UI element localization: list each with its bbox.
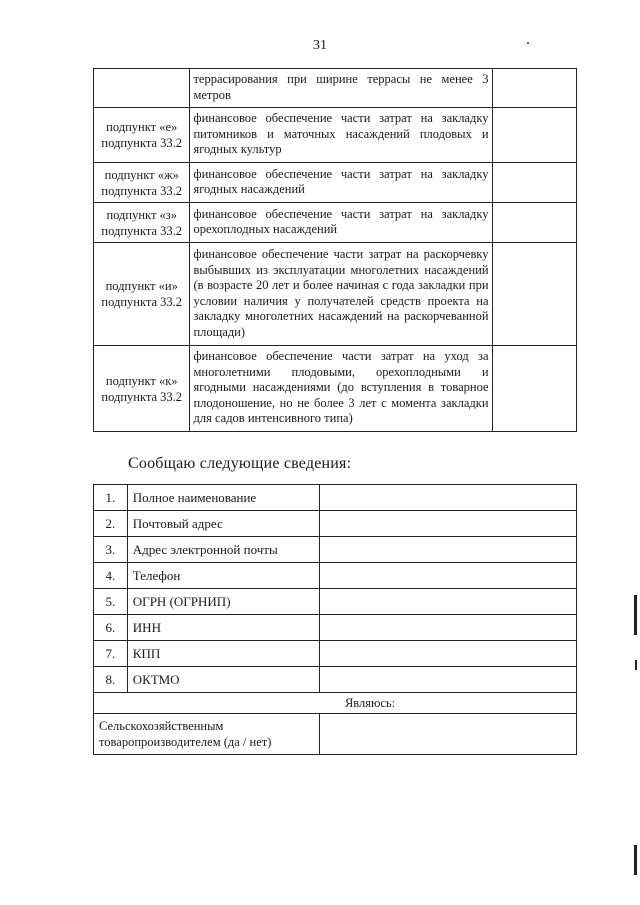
scan-speck bbox=[527, 42, 529, 44]
field-value[interactable] bbox=[319, 589, 576, 615]
description-cell: финансовое обеспечение части затрат на закладку орехоплодных насаждений bbox=[190, 203, 492, 243]
value-cell[interactable] bbox=[492, 163, 576, 203]
table-row bbox=[94, 641, 577, 667]
value-cell[interactable] bbox=[492, 108, 576, 163]
scan-edge-mark bbox=[635, 660, 637, 670]
item-cell bbox=[94, 69, 190, 108]
field-value[interactable] bbox=[319, 563, 576, 589]
description-cell: финансовое обеспечение части затрат на закладку питомников и маточных насаждений плодовых и ягодных культур bbox=[190, 108, 492, 163]
table-row bbox=[94, 511, 577, 537]
item-cell: подпункт «ж» подпункта 33.2 bbox=[94, 163, 190, 203]
table-row bbox=[94, 203, 577, 243]
table-row bbox=[94, 346, 577, 432]
description-cell: финансовое обеспечение части затрат на раскорчевку выбывших из эксплуатации многолетних насаждений (в возрасте 20 лет и более начиная с года закладки при условии наличия у получателей средств проекта на закладку многолетних насаждений на раскорчеванной площади) bbox=[190, 243, 492, 346]
info-table bbox=[93, 484, 577, 755]
row-number: 8. bbox=[94, 667, 128, 693]
field-label: ОГРН (ОГРНИП) bbox=[127, 589, 319, 615]
field-value[interactable] bbox=[319, 485, 576, 511]
item-cell: подпункт «е» подпункта 33.2 bbox=[94, 108, 190, 163]
page-number: 31 bbox=[313, 38, 327, 53]
table-row bbox=[94, 243, 577, 346]
table-row bbox=[94, 563, 577, 589]
description-cell: финансовое обеспечение части затрат на закладку ягодных насаждений bbox=[190, 163, 492, 203]
table-row bbox=[94, 589, 577, 615]
item-cell: подпункт «з» подпункта 33.2 bbox=[94, 203, 190, 243]
field-label: КПП bbox=[127, 641, 319, 667]
table-row bbox=[94, 485, 577, 511]
scan-edge-mark bbox=[634, 595, 637, 635]
table-row bbox=[94, 615, 577, 641]
row-number: 3. bbox=[94, 537, 128, 563]
field-label: Телефон bbox=[127, 563, 319, 589]
value-cell[interactable] bbox=[492, 69, 576, 108]
field-value[interactable] bbox=[319, 615, 576, 641]
row-number: 6. bbox=[94, 615, 128, 641]
field-label: Почтовый адрес bbox=[127, 511, 319, 537]
value-cell[interactable] bbox=[492, 203, 576, 243]
field-label: ИНН bbox=[127, 615, 319, 641]
field-value[interactable] bbox=[319, 667, 576, 693]
description-cell: финансовое обеспечение части затрат на уход за многолетними плодовыми, орехоплодными и ягодными насаждениями (до вступления в товарное плодоношение, но не более 3 лет с момента закладки для садов интенсивного типа) bbox=[190, 346, 492, 432]
scan-edge-mark bbox=[634, 845, 637, 875]
value-cell[interactable] bbox=[492, 346, 576, 432]
item-cell: подпункт «и» подпункта 33.2 bbox=[94, 243, 190, 346]
status-label: Сельскохозяйственным товаропроизводителем (да / нет) bbox=[94, 714, 320, 755]
row-number: 4. bbox=[94, 563, 128, 589]
field-label: Адрес электронной почты bbox=[127, 537, 319, 563]
status-value[interactable] bbox=[319, 714, 576, 755]
table-row bbox=[94, 69, 577, 108]
field-value[interactable] bbox=[319, 641, 576, 667]
table-row bbox=[94, 108, 577, 163]
table-row bbox=[94, 537, 577, 563]
field-label: ОКТМО bbox=[127, 667, 319, 693]
row-number: 5. bbox=[94, 589, 128, 615]
field-value[interactable] bbox=[319, 511, 576, 537]
field-label: Полное наименование bbox=[127, 485, 319, 511]
row-number: 2. bbox=[94, 511, 128, 537]
status-header: Являюсь: bbox=[94, 693, 577, 714]
intro-text: Сообщаю следующие сведения: bbox=[128, 455, 352, 472]
table-row bbox=[94, 667, 577, 693]
row-number: 1. bbox=[94, 485, 128, 511]
value-cell[interactable] bbox=[492, 243, 576, 346]
field-value[interactable] bbox=[319, 537, 576, 563]
subsidy-table bbox=[93, 68, 577, 432]
table-row bbox=[94, 714, 577, 755]
description-cell: террасирования при ширине террасы не менее 3 метров bbox=[190, 69, 492, 108]
table-row bbox=[94, 693, 577, 714]
item-cell: подпункт «к» подпункта 33.2 bbox=[94, 346, 190, 432]
table-row bbox=[94, 163, 577, 203]
row-number: 7. bbox=[94, 641, 128, 667]
